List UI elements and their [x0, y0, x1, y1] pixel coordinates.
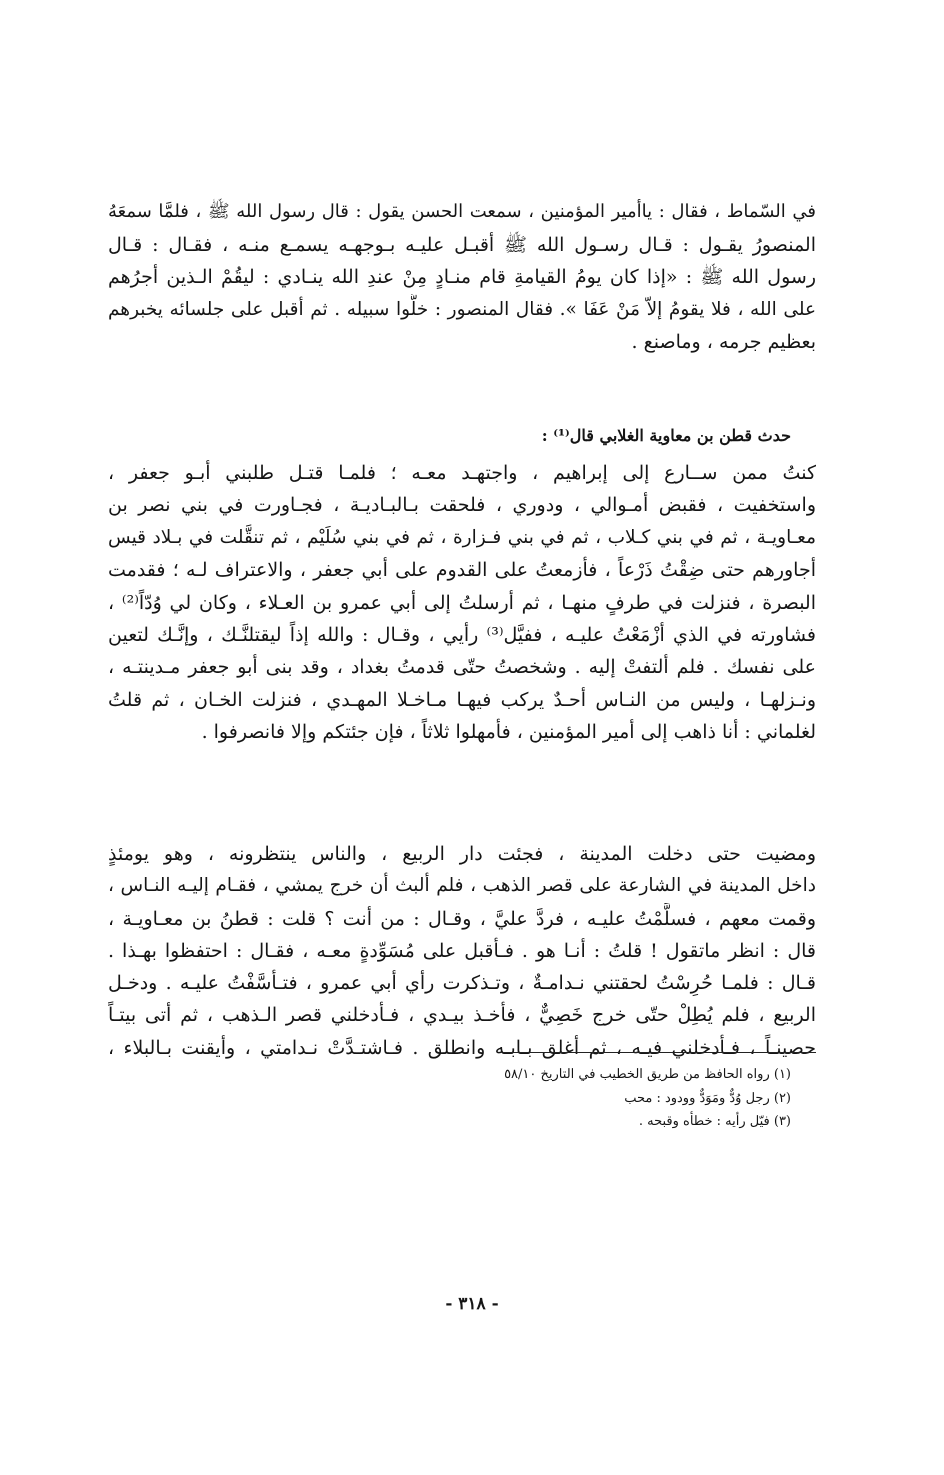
footnote: (٢) رجل وُدٌّ ومَوَدٌّ وودود : محب: [624, 1090, 791, 1106]
text-line: واستخفيت ، فقبض أمـوالي ، ودوري ، فلحقت بـالبـاديـة ، فجـاورت في بني نصر بن: [108, 494, 816, 517]
text-line: لغلماني : أنا ذاهب إلى أمير المؤمنين ، فأمهلوا ثلاثاً ، فإن جئتكم وإلا فانصرفوا .: [201, 721, 816, 744]
text-line: الربيع ، فلم يُطِلْ حتّى خرج خَصِيٌّ ، فأخـذ بيـدي ، فـأدخلني قصر الـذهب ، ثم أتى بيتـاً: [108, 1004, 816, 1027]
text-line: ونـزلهـا ، وليس من النـاس أحـدٌ يركب فيهـا مـاخـلا المهـدي ، فنزلت الخـان ، ثم قلتُ: [108, 688, 816, 711]
paragraph-3: [108, 838, 816, 1064]
page-number: - ٣١٨ -: [445, 1294, 499, 1314]
text-line: ومضيت حتى دخلت المدينة ، فجئت دار الربيع ، والناس ينتظرونه ، وهو يومئذٍ: [108, 843, 816, 865]
text-line: في السّماط ، فقال : ياأمير المؤمنين ، سمعت الحسن يقول : قال رسول الله ﷺ ، فلمَّا سمعَهُ: [108, 201, 816, 222]
section-heading: حدث قطن بن معاوية الغلابي قال⁽¹⁾ :: [541, 426, 791, 445]
footnote-divider: [503, 1052, 816, 1053]
text-line: داخل المدينة في الشارعة على قصر الذهب ، فلم ألبث أن خرج يمشي ، فقـام إليـه النـاس ،: [108, 875, 816, 897]
paragraph-1: [108, 196, 816, 359]
text-line: المنصورُ يقـول : قـال رسـول الله ﷺ أقبـل عليـه بـوجهـه يسمـع منـه ، فقـال : قـال: [108, 233, 816, 256]
text-line: البصرة ، فنزلت في طرفٍ منهـا ، ثم أرسلتُ إلى أبي عمرو بن العـلاء ، وكان لي وُدّاً⁽²⁾ ،: [108, 591, 816, 614]
text-line: بعظيم جرمه ، وماصنع .: [631, 331, 816, 354]
text-line: على الله ، فلا يقومُ إلاّ مَنْ عَفَا ». فقال المنصور : خلُّوا سبيله . ثم أقبل على جلسائه يخبرهم: [108, 298, 816, 320]
text-line: كنتُ ممن ســارع إلى إبراهيم ، واجتهـد معـه ؛ فلمـا قتـل طلبني أبـو جعفر ،: [108, 462, 816, 484]
text-line: حصينـاً ، فـأدخلني فيـه ، ثم أغلق بـابـه وانطلق . فـاشتـدَّتْ نـدامتي ، وأيقنت بـالبلاء ،: [108, 1036, 816, 1059]
text-line: على نفسك . فلم ألتفتْ إليه . وشخصتُ حتّى قدمتُ بغداد ، وقد بنى أبو جعفر مـدينتـه ،: [108, 656, 816, 679]
footnote: (١) رواه الحافظ من طريق الخطيب في التاريخ ٥٨/١٠: [504, 1067, 791, 1082]
text-line: فشاورته في الذي أزْمَعْتُ عليـه ، ففيَّل⁽³⁾ رأيي ، وقـال : والله إذاً ليقتلنَّـك ، وإنَّـك لتعين: [108, 623, 816, 646]
footnote: (٣) فيّل رأيه : خطأه وقبحه .: [638, 1114, 791, 1129]
footnotes: [420, 1063, 791, 1134]
text-line: رسول الله ﷺ : «إذا كان يومُ القيامةِ قام منـادٍ مِنْ عندِ الله ينـادي : ليقُمْ الـذين أجرُهم: [108, 266, 816, 289]
text-line: أجاورهم حتى ضِقْتُ ذَرْعاً ، فأزمعتُ على القدوم على أبي جعفر ، والاعتراف لـه ؛ فقدمت: [108, 559, 816, 582]
text-line: معـاويـة ، ثم في بني كـلاب ، ثم في بني فـزارة ، ثم في بني سُلَيْم ، ثم تنقَّلت في بـلاد قيس: [108, 526, 816, 548]
text-line: قـال : فلمـا حُرِسْتُ لحقتني نـدامـةٌ ، وتـذكرت رأي أبي عمرو ، فتـأسَّفْتُ عليـه . ودخـل: [108, 972, 816, 995]
paragraph-2: [108, 457, 816, 749]
text-line: وقمت معهم ، فسلَّمْتُ عليـه ، فردَّ عليَّ ، وقـال : من أنت ؟ قلت : قطنُ بن معـاويـة ،: [108, 907, 816, 930]
text-line: قال : انظر ماتقول ! قلتُ : أنـا هو . فـأقبل على مُسَوِّدةٍ معـه ، فقـال : احتفظوا بهـذا .: [108, 939, 816, 962]
